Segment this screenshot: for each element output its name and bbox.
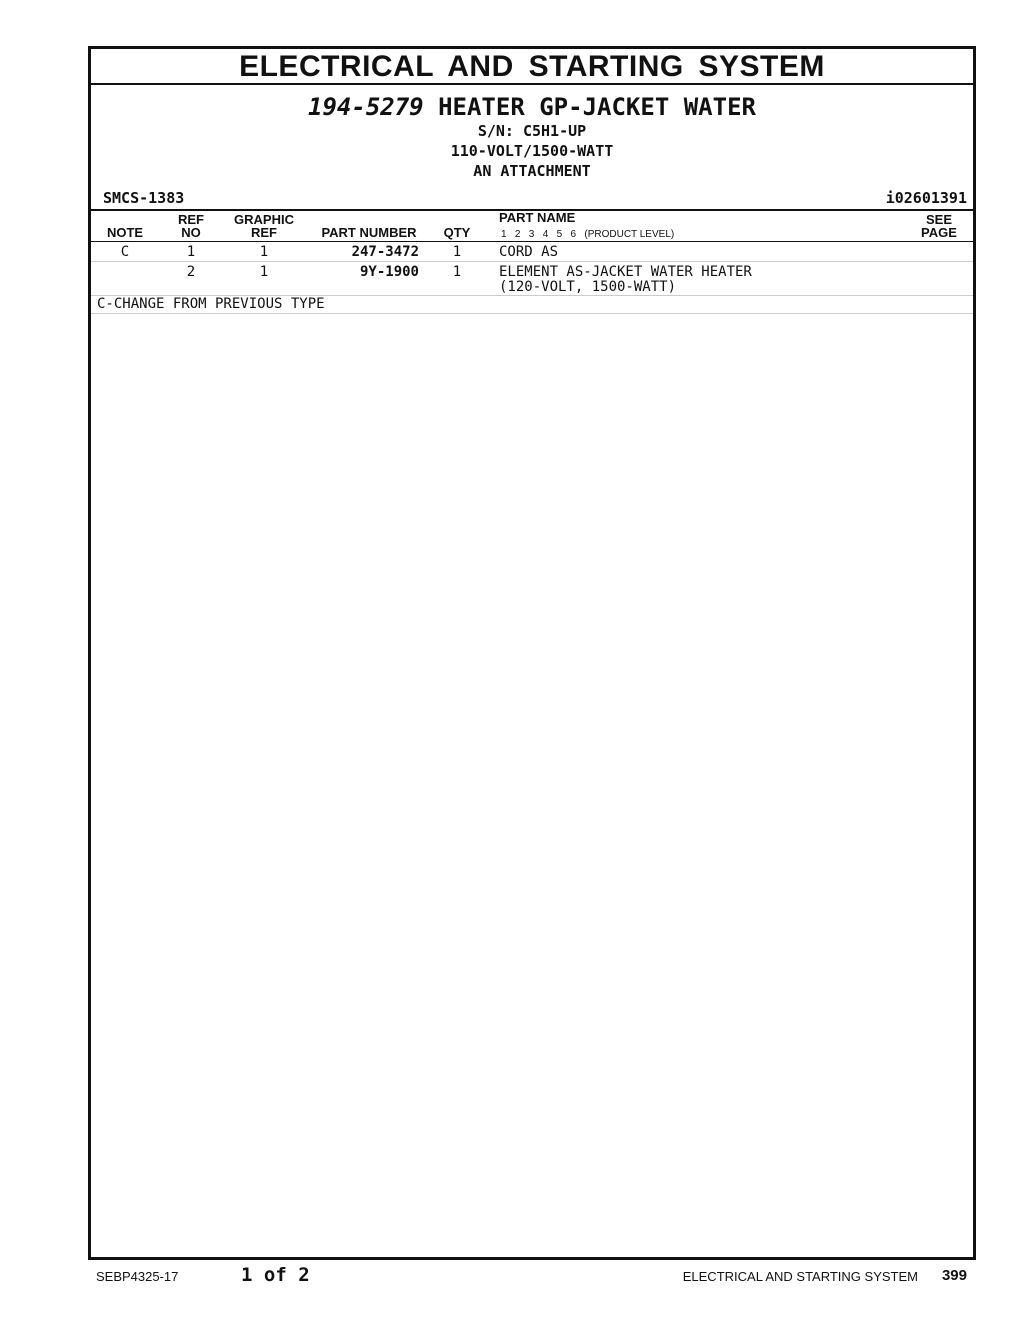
col-product-levels: 1 2 3 4 5 6 (PRODUCT LEVEL) <box>501 229 675 240</box>
col-see-top: SEE <box>925 212 952 227</box>
column-headers <box>91 209 973 242</box>
page-footer <box>0 1264 1020 1294</box>
col-graphic-bottom: REF <box>251 225 277 240</box>
group-part-number: 194-5279 <box>308 93 424 121</box>
row-note: C <box>120 244 130 260</box>
group-title <box>91 93 973 121</box>
row-part-name: ELEMENT AS-JACKET WATER HEATER <box>499 264 752 280</box>
footer-section-title: ELECTRICAL AND STARTING SYSTEM <box>682 1269 918 1284</box>
group-spec: 110-VOLT/1500-WATT <box>450 142 614 160</box>
col-part-number: PART NUMBER <box>321 225 417 240</box>
col-note: NOTE <box>106 225 144 240</box>
parts-page-frame <box>88 46 976 1260</box>
group-header <box>91 85 973 181</box>
page-of: 1 of 2 <box>241 1264 310 1286</box>
row-qty: 1 <box>452 264 462 280</box>
change-footnote: C-CHANGE FROM PREVIOUS TYPE <box>91 296 973 314</box>
group-name: HEATER GP-JACKET WATER <box>438 93 756 121</box>
section-title: ELECTRICAL AND STARTING SYSTEM <box>91 49 973 85</box>
col-see-bottom: PAGE <box>921 225 957 240</box>
table-row <box>91 262 973 296</box>
col-qty: QTY <box>443 225 471 240</box>
row-graphic-ref: 1 <box>259 244 269 260</box>
smcs-code: SMCS-1383 <box>103 189 185 207</box>
row-ref-no: 2 <box>186 264 196 280</box>
row-qty: 1 <box>452 244 462 260</box>
table-row <box>91 242 973 262</box>
group-type: AN ATTACHMENT <box>473 162 591 180</box>
illustration-id: i02601391 <box>885 189 967 207</box>
col-graphic-top: GRAPHIC <box>234 212 294 227</box>
row-part-name: CORD AS <box>499 244 559 260</box>
row-part-number[interactable]: 247-3472 <box>351 244 419 260</box>
row-part-number[interactable]: 9Y-1900 <box>359 264 419 280</box>
col-part-name: PART NAME <box>499 210 576 225</box>
row-graphic-ref: 1 <box>259 264 269 280</box>
row-ref-no: 1 <box>186 244 196 260</box>
document-number: SEBP4325-17 <box>96 1269 179 1284</box>
page-number: 399 <box>941 1267 967 1284</box>
col-ref-bottom: NO <box>181 225 201 240</box>
identifier-row <box>91 187 973 209</box>
col-ref-top: REF <box>178 212 204 227</box>
serial-range: S/N: C5H1-UP <box>477 122 587 140</box>
row-part-name-detail: (120-VOLT, 1500-WATT) <box>499 279 677 295</box>
